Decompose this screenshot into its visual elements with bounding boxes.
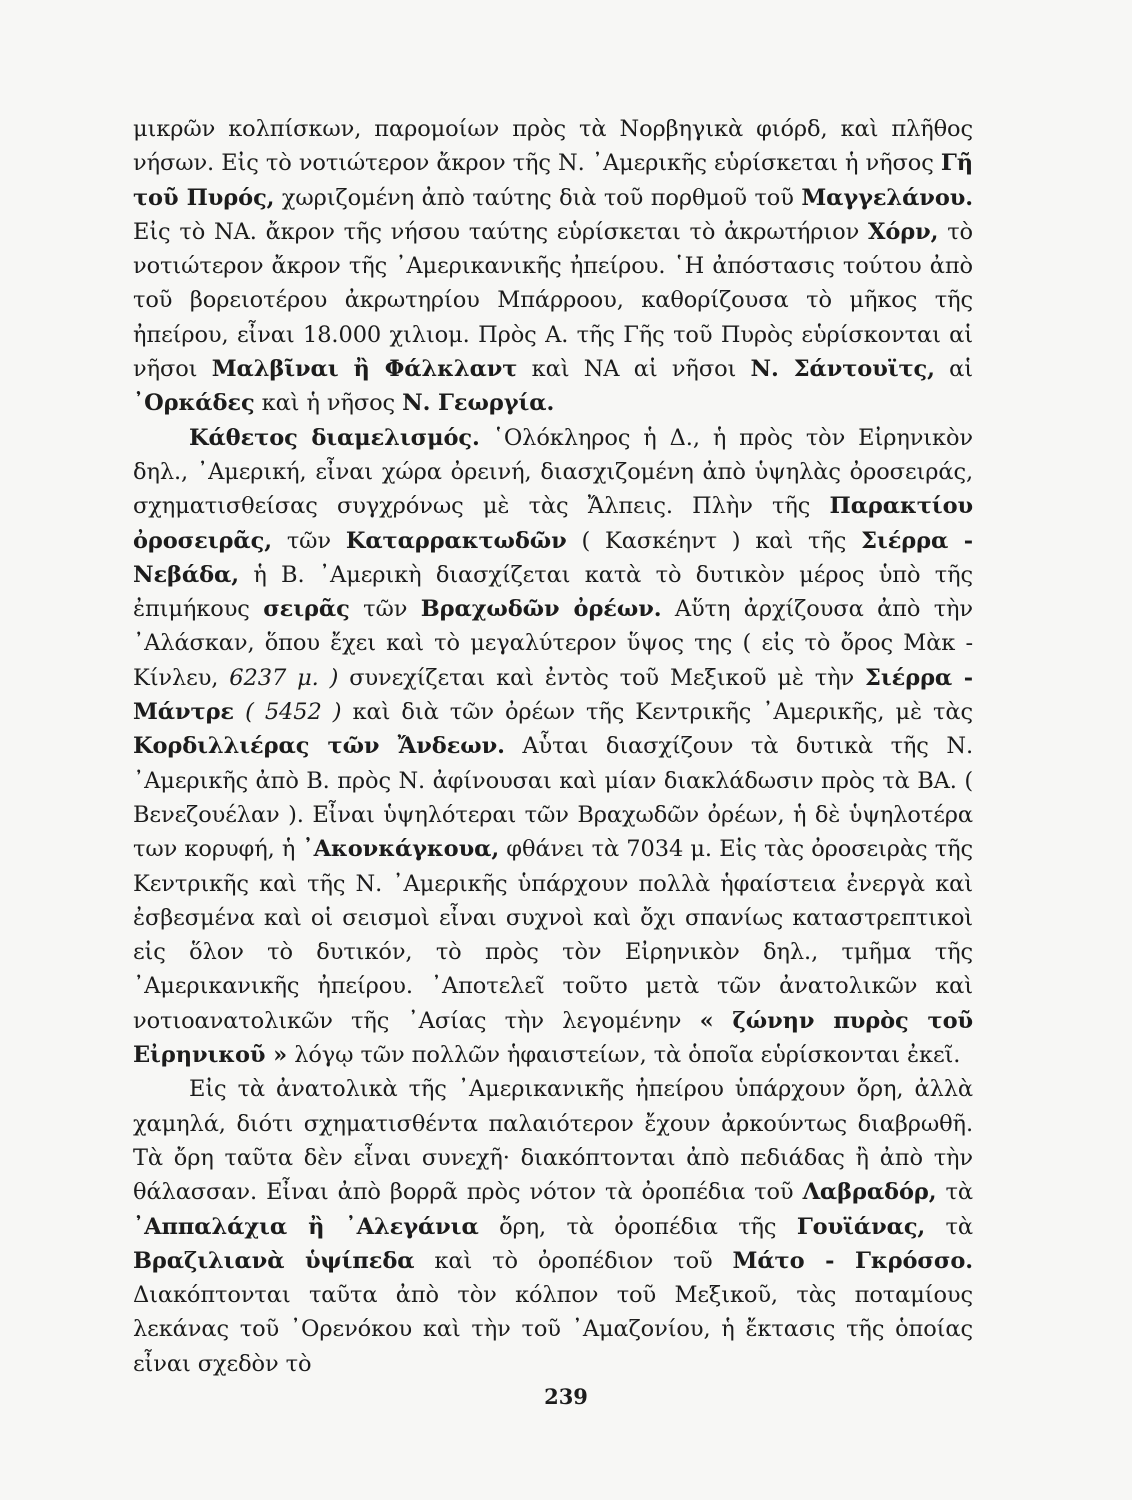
bold-term: Κορδιλλιέρας τῶν Ἄνδεων.	[133, 733, 505, 760]
text-run: καὶ διὰ τῶν ὀρέων τῆς Κεντρικῆς ᾿Αμερικῆς, μὲ τὰς	[341, 699, 973, 726]
page-number: 239	[544, 1384, 588, 1409]
body-text	[133, 112, 973, 1381]
bold-term: Γῆ τοῦ Πυρός,	[133, 150, 973, 211]
text-run: ὄρη, τὰ ὀροπέδια τῆς	[478, 1213, 797, 1240]
bold-term: « ζώνην πυρὸς τοῦ Εἰρηνικοῦ »	[133, 1007, 973, 1069]
text-run: τὸ νοτιώτερον ἄκρον τῆς ᾿Αμερικανικῆς ἠπείρου. ῾Η ἀπόστασις τούτου ἀπὸ τοῦ βορειοτέρου ἀκρωτηρίου Μπάρροου, καθορίζουσα τὸ μῆκος τῆς ἠπείρου, εἶναι 18.000 χιλιομ. Πρὸς Α. τῆς Γῆς τοῦ Πυρὸς εὑρίσκονται αἱ νῆσοι	[133, 218, 973, 383]
text-run: Αὗται διασχίζουν τὰ δυτικὰ τῆς Ν. ᾿Αμερικῆς ἀπὸ Β. πρὸς Ν. ἀφίνουσαι καὶ μίαν διακλάδωσιν πρὸς τὰ ΒΑ. ( Βενεζουέλαν ). Εἶναι ὑψηλότεραι τῶν Βραχωδῶν ὀρέων, ἡ δὲ ὑψηλοτέρα των κορυφή, ἡ	[133, 733, 973, 863]
text-run: λόγῳ τῶν πολλῶν ἡφαιστείων, τὰ ὁποῖα εὑρίσκονται ἐκεῖ.	[287, 1042, 961, 1069]
bold-term: Ν. Γεωργία.	[402, 390, 555, 417]
bold-term: Γουϊάνας,	[796, 1213, 926, 1240]
text-run: αἱ	[934, 356, 974, 383]
text-run: ἡ Β. ᾿Αμερικὴ διασχίζεται κατὰ τὸ δυτικὸν μέρος ὑπὸ τῆς ἐπιμήκους	[133, 561, 973, 623]
bold-term: σειρᾶς	[263, 596, 350, 623]
bold-term: Κάθετος διαμελισμός.	[189, 424, 480, 451]
text-run: καὶ ΝΑ αἱ νῆσοι	[517, 356, 751, 383]
text-run: τῶν	[349, 596, 421, 623]
text-run: ῾Ολόκληρος ἡ Δ., ἡ πρὸς τὸν Εἰρηνικὸν δηλ., ᾿Αμερική, εἶναι χώρα ὀρεινή, διασχιζομένη ἀπὸ ὑψηλὰς ὀροσειράς, σχηματισθείσας συγχρόνως μὲ τὰς Ἄλπεις. Πλὴν τῆς	[133, 424, 973, 520]
italic-text: ( 5452 )	[245, 699, 342, 726]
text-run: καὶ ἡ νῆσος	[254, 390, 403, 417]
text-run: καὶ τὸ ὀροπέδιον τοῦ	[414, 1247, 733, 1274]
text-run: Εἰς τὸ ΝΑ. ἄκρον τῆς νήσου ταύτης εὑρίσκεται τὸ ἀκρωτήριον	[133, 218, 868, 245]
text-run: χωριζομένη ἀπὸ ταύτης διὰ τοῦ πορθμοῦ τοῦ	[274, 184, 802, 211]
bold-term: Καταρρακτωδῶν	[345, 527, 567, 554]
text-run: φθάνει τὰ 7034 μ. Εἰς τὰς ὀροσειρὰς τῆς Κεντρικῆς καὶ τῆς Ν. ᾿Αμερικῆς ὑπάρχουν πολλὰ ἡφαίστεια ἐνεργὰ καὶ ἐσβεσμένα καὶ οἱ σεισμοὶ εἶναι συχνοὶ καὶ ὄχι σπανίως καταστρεπτικοὶ εἰς ὅλον τὸ δυτικόν, τὸ πρὸς τὸν Εἰρηνικὸν δηλ., τμῆμα τῆς ᾿Αμερικανικῆς ἠπείρου. ᾿Αποτελεῖ τοῦτο μετὰ τῶν ἀνατολικῶν καὶ νοτιοανατολικῶν τῆς ᾿Ασίας τὴν λεγομένην	[133, 836, 973, 1034]
bold-term: Λαβραδόρ,	[802, 1179, 937, 1206]
italic-text: 6237 μ. )	[229, 664, 339, 691]
text-run: Αὕτη ἀρχίζουσα ἀπὸ τὴν ᾿Αλάσκαν, ὅπου ἔχει καὶ τὸ μεγαλύτερον ὕψος της ( εἰς τὸ ὄρος Μὰκ - Κίνλευ,	[133, 596, 973, 691]
text-run: συνεχίζεται καὶ ἐντὸς τοῦ Μεξικοῦ μὲ τὴν	[338, 664, 866, 691]
paragraph	[133, 421, 973, 1073]
text-run: τὰ	[925, 1213, 973, 1240]
bold-term: ᾿Αππαλάχια ἢ ᾿Αλεγάνια	[133, 1213, 479, 1240]
text-run: Διακόπτονται ταῦτα ἀπὸ τὸν κόλπον τοῦ Μεξικοῦ, τὰς ποταμίους λεκάνας τοῦ ᾿Ορενόκου καὶ τὴν τοῦ ᾿Αμαζονίου, ἡ ἔκτασις τῆς ὁποίας εἶναι σχεδὸν τὸ	[133, 1282, 973, 1377]
text-run: ( Κασκέηντ ) καὶ τῆς	[566, 527, 862, 554]
bold-term: Σιέρρα - Νεβάδα,	[133, 527, 973, 588]
bold-term: Ν. Σάντουϊτς,	[750, 356, 935, 383]
text-run: Εἰς τὰ ἀνατολικὰ τῆς ᾿Αμερικανικῆς ἠπείρου ὑπάρχουν ὄρη, ἀλλὰ χαμηλά, διότι σχηματισθέντα παλαιότερον ἔχουν ἀρκούντως διαβρωθῆ. Τὰ ὄρη ταῦτα δὲν εἶναι συνεχῆ· διακόπτονται ἀπὸ πεδιάδας ἢ ἀπὸ τὴν θάλασσαν. Εἶναι ἀπὸ βορρᾶ πρὸς νότον τὰ ὀροπέδια τοῦ	[133, 1076, 973, 1206]
bold-term: Παρακτίου ὀροσειρᾶς,	[133, 493, 973, 554]
text-run: τὰ	[936, 1179, 973, 1206]
bold-term: Μαλβῖναι ἢ Φάλκλαντ	[211, 356, 518, 383]
bold-term: Μάτο - Γκρόσσο.	[732, 1247, 973, 1274]
text-run: τῶν	[271, 527, 346, 554]
paragraph	[133, 1072, 973, 1381]
bold-term: Σιέρρα - Μάντρε	[133, 664, 973, 726]
bold-term: Βραχωδῶν ὀρέων.	[420, 596, 662, 623]
paragraph	[133, 112, 973, 421]
bold-term: ᾿Ακονκάγκουα,	[302, 836, 500, 863]
bold-term: Βραζιλιανὰ ὑψίπεδα	[133, 1247, 415, 1274]
text-run: μικρῶν κολπίσκων, παρομοίων πρὸς τὰ Νορβηγικὰ φιόρδ, καὶ πλῆθος νήσων. Εἰς τὸ νοτιώτερον ἄκρον τῆς Ν. ᾿Αμερικῆς εὑρίσκεται ἡ νῆσος	[133, 116, 973, 177]
bold-term: Μαγγελάνου.	[801, 184, 973, 211]
text-run	[234, 699, 245, 725]
bold-term: ᾿Ορκάδες	[133, 390, 255, 417]
bold-term: Χόρν,	[868, 218, 939, 245]
